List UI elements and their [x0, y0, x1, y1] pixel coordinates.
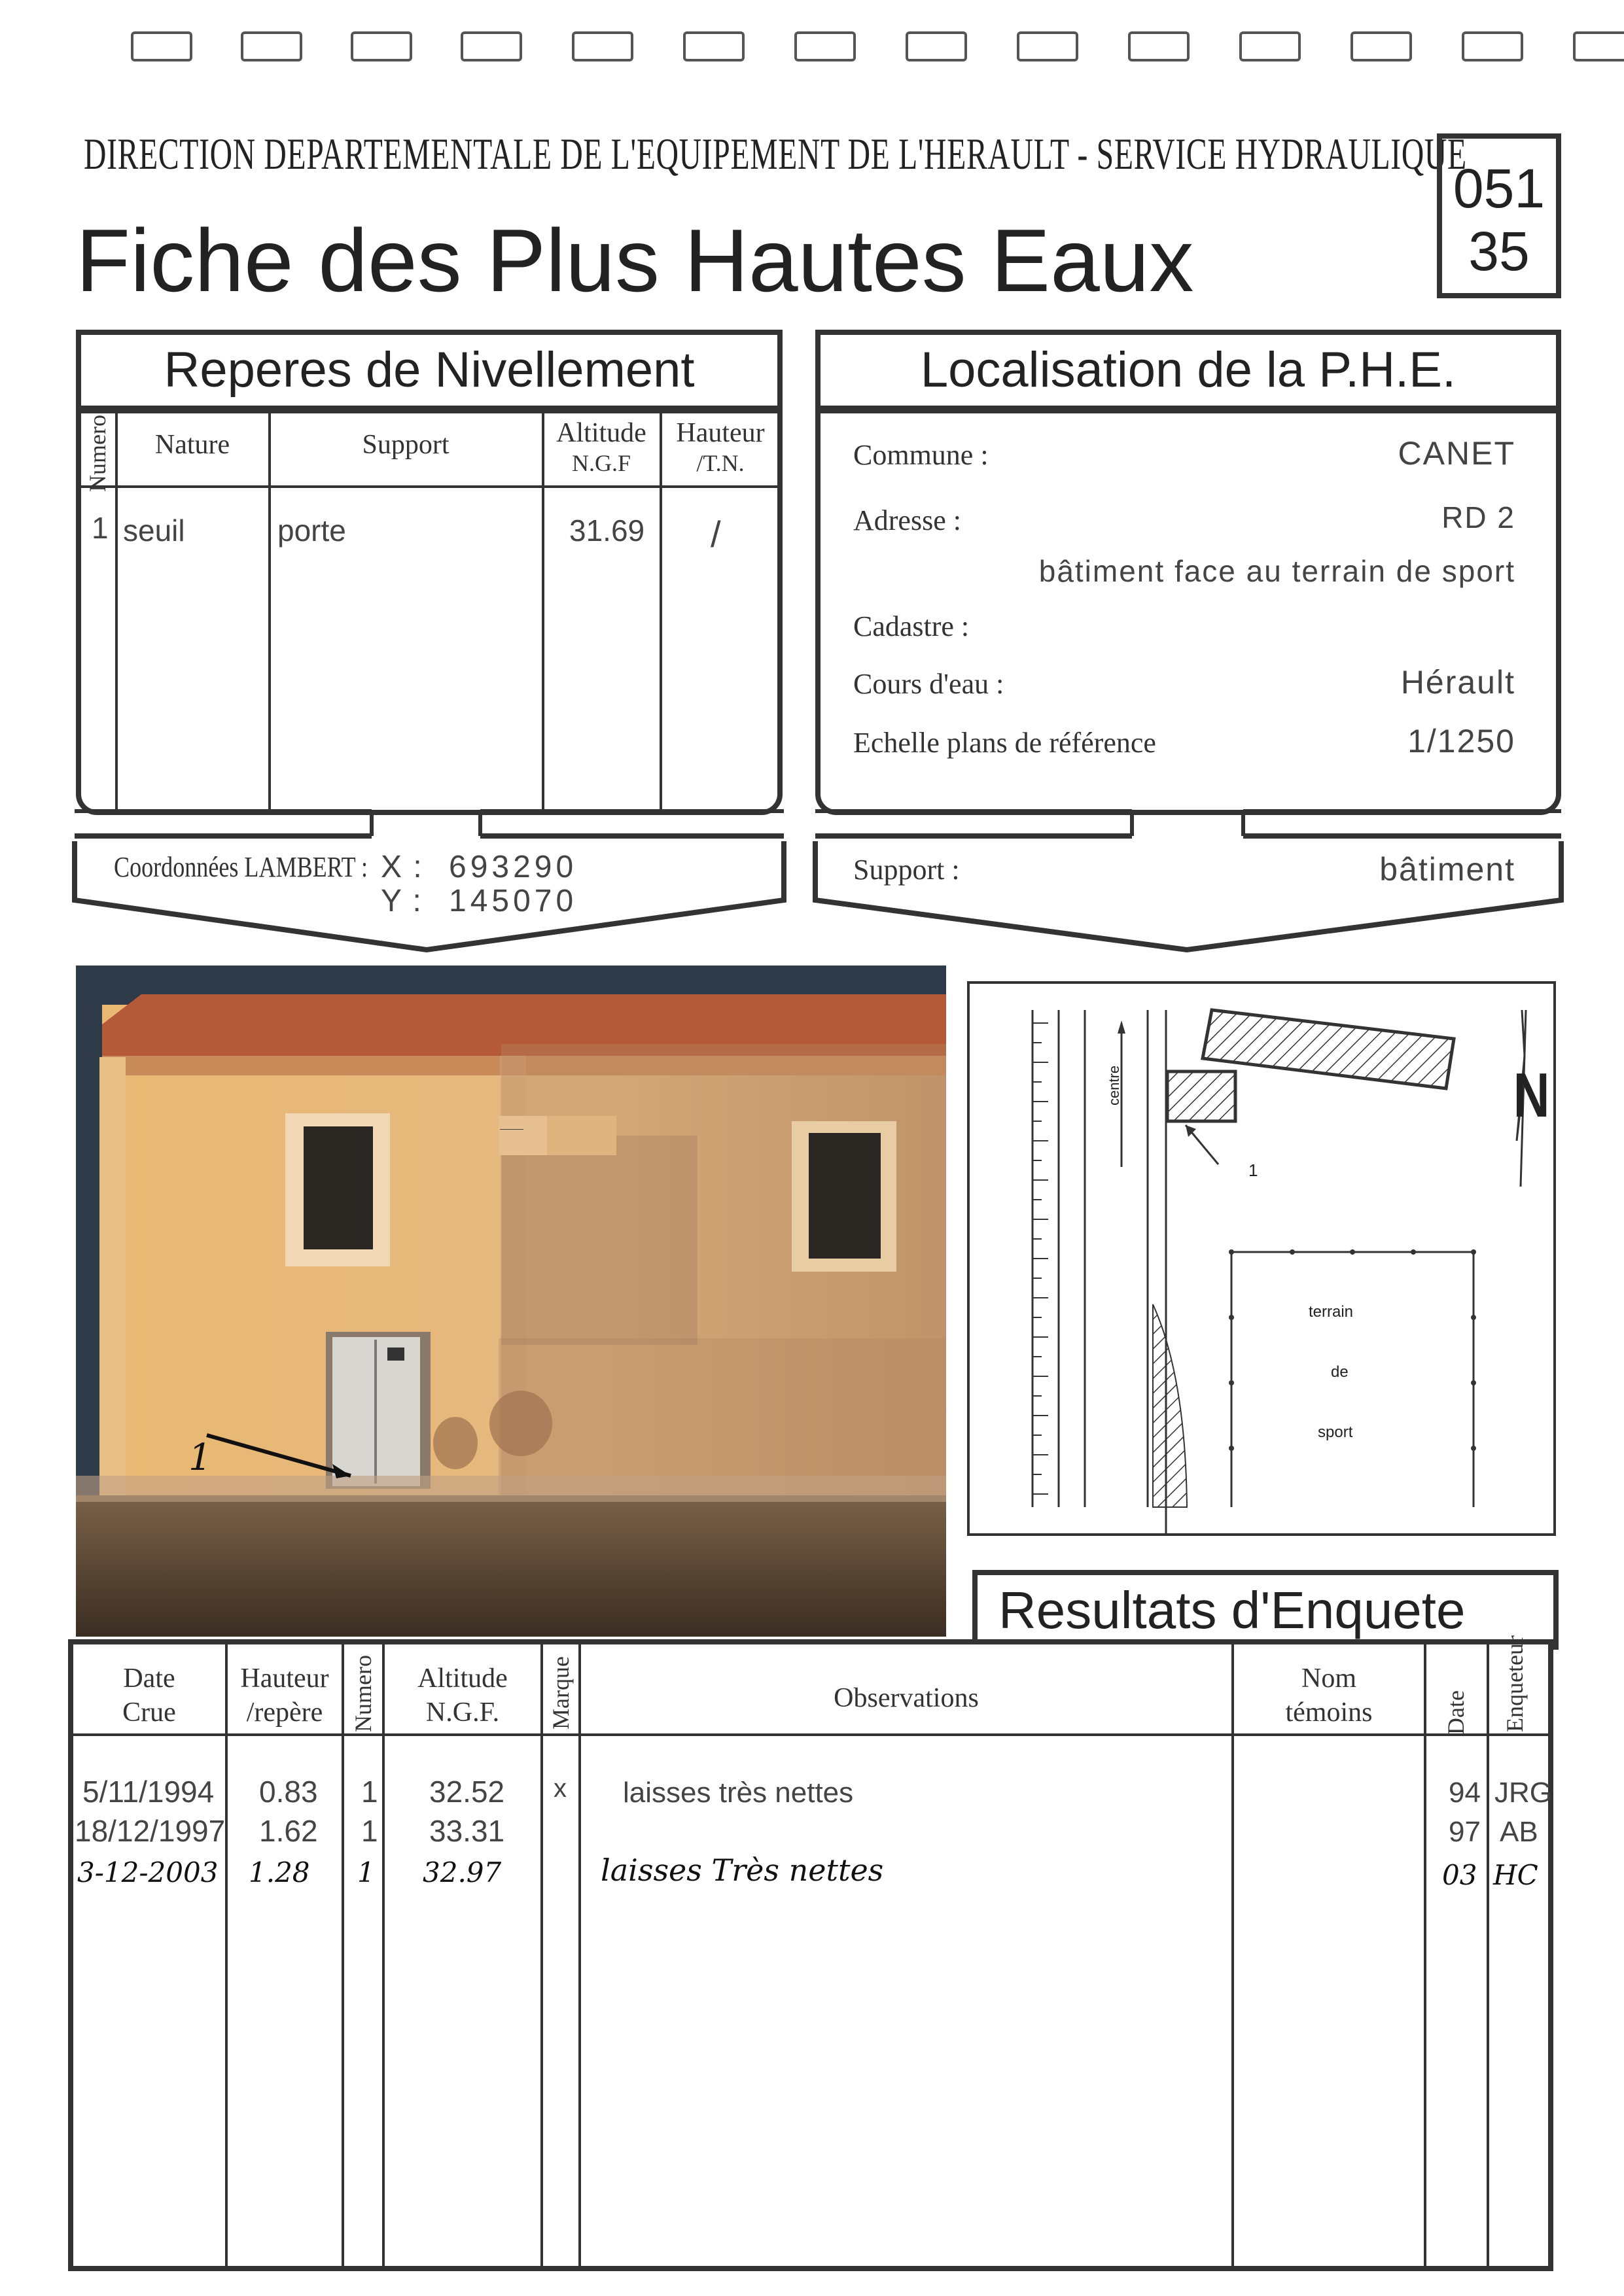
res-row1-observations: laisses très nettes — [623, 1777, 854, 1809]
reperes-row-nature: seuil — [123, 513, 185, 548]
cadastre-label: Cadastre : — [853, 610, 970, 642]
resultats-title: Resultats d'Enquete — [998, 1581, 1466, 1639]
site-plan-drawing — [970, 984, 1553, 1533]
res-row1-numero: 1 — [361, 1775, 378, 1809]
res-col-enqueteur: Enqueteur — [1502, 1635, 1528, 1732]
reperes-row-altitude: 31.69 — [569, 513, 645, 548]
res-col-nom: Nom témoins — [1285, 1663, 1373, 1728]
reperes-row-numero: 1 — [92, 511, 109, 545]
res-col-observations: Observations — [834, 1683, 979, 1713]
adresse-detail: bâtiment face au terrain de sport — [1038, 554, 1515, 588]
res-row3-numero: 1 — [357, 1856, 375, 1888]
lambert-x-label: X : — [381, 850, 423, 884]
res-row2-numero: 1 — [361, 1814, 378, 1848]
support-value: bâtiment — [1379, 851, 1515, 888]
fiche-code-box — [1437, 133, 1561, 298]
lambert-y-label: Y : — [381, 884, 423, 918]
reperes-row-hauteur: / — [711, 513, 721, 555]
building-photo — [76, 965, 946, 1637]
cours-value: Hérault — [1400, 664, 1515, 701]
lambert-y-value: 145070 — [449, 884, 578, 918]
commune-value: CANET — [1398, 435, 1515, 472]
photo-marker: 1 — [188, 1436, 212, 1479]
lambert-x-value: 693290 — [449, 850, 578, 884]
res-row1-hauteur: 0.83 — [259, 1775, 318, 1809]
res-row3-altitude: 32.97 — [423, 1856, 502, 1888]
res-row3-observations: laisses Très nettes — [601, 1852, 884, 1888]
res-col-altitude: Altitude N.G.F. — [417, 1663, 508, 1728]
adresse-label: Adresse : — [853, 504, 961, 536]
terrain-label-2: de — [1331, 1363, 1349, 1381]
plan-marker: 1 — [1248, 1160, 1258, 1180]
res-row1-enqueteur: JRG — [1494, 1777, 1552, 1809]
reperes-col-support: Support — [362, 430, 450, 460]
support-label: Support : — [853, 854, 960, 886]
res-row1-date: 5/11/1994 — [82, 1775, 215, 1809]
code-bottom: 35 — [1468, 220, 1530, 282]
res-col-hauteur: Hauteur /repère — [240, 1663, 329, 1728]
cours-label: Cours d'eau : — [853, 668, 1004, 700]
res-row3-enqueteur: HC — [1493, 1859, 1538, 1891]
res-row2-hauteur: 1.62 — [259, 1814, 318, 1848]
res-row1-altitude: 32.52 — [429, 1775, 505, 1809]
page-title: Fiche des Plus Hautes Eaux — [76, 211, 1194, 310]
reperes-row-support: porte — [277, 513, 346, 548]
reperes-col-nature: Nature — [154, 430, 230, 460]
terrain-label-1: terrain — [1309, 1303, 1354, 1321]
res-row1-annee: 94 — [1449, 1777, 1481, 1809]
res-row1-marque: x — [554, 1774, 567, 1803]
reperes-col-altitude: Altitude N.G.F — [556, 418, 646, 476]
plan-centre-label: centre — [1106, 1065, 1122, 1105]
reperes-col-numero: Numero — [84, 415, 111, 492]
north-icon: N — [1513, 1060, 1550, 1130]
code-top: 051 — [1453, 158, 1545, 219]
echelle-value: 1/1250 — [1407, 723, 1515, 759]
adresse-value: RD 2 — [1441, 500, 1515, 534]
res-col-date-short: Date — [1443, 1690, 1469, 1735]
res-col-date: Date Crue — [122, 1663, 176, 1728]
agency-line: DIRECTION DEPARTEMENTALE DE L'EQUIPEMENT DE L'HERAULT - SERVICE HYDRAULIQUE — [84, 129, 1467, 179]
commune-label: Commune : — [853, 439, 989, 471]
terrain-label-3: sport — [1318, 1423, 1353, 1441]
reperes-header: Reperes de Nivellement — [76, 330, 783, 411]
reperes-col-hauteur: Hauteur /T.N. — [676, 418, 765, 476]
res-row3-date: 3-12-2003 — [77, 1856, 219, 1888]
echelle-label: Echelle plans de référence — [853, 727, 1156, 759]
res-row3-annee: 03 — [1442, 1859, 1477, 1891]
res-row2-altitude: 33.31 — [429, 1814, 505, 1848]
res-row3-hauteur: 1.28 — [249, 1856, 310, 1888]
res-col-numero: Numero — [350, 1655, 376, 1732]
localisation-header: Localisation de la P.H.E. — [815, 330, 1561, 411]
res-row2-enqueteur: AB — [1500, 1816, 1538, 1848]
res-row2-annee: 97 — [1449, 1816, 1481, 1848]
res-col-marque: Marque — [548, 1656, 574, 1730]
lambert-label: Coordonnées LAMBERT : — [114, 851, 368, 883]
res-row2-date: 18/12/1997 — [75, 1814, 226, 1848]
